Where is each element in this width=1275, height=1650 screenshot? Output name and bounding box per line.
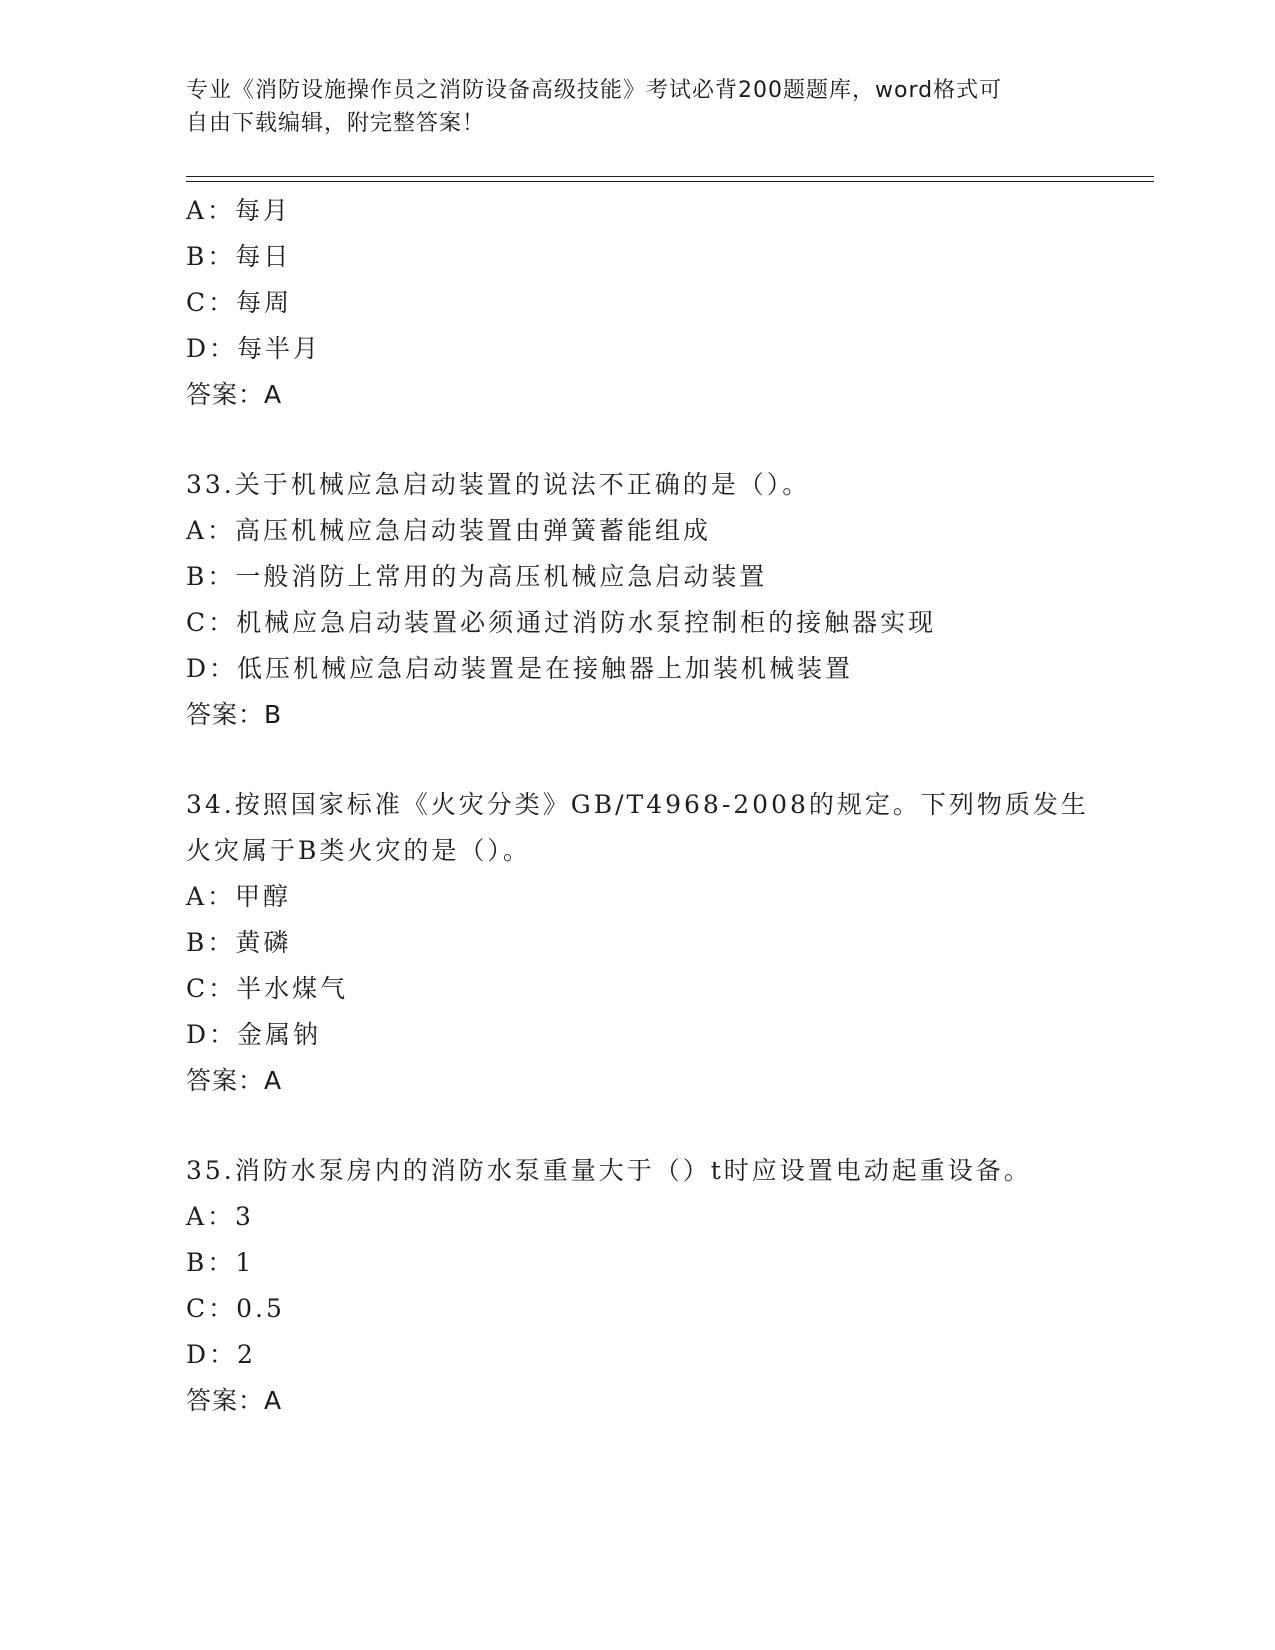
- option-d: D：金属钠: [186, 1020, 322, 1049]
- option-b: B：每日: [186, 242, 292, 271]
- option-b: B：黄磷: [186, 928, 292, 957]
- option-d: D：低压机械应急启动装置是在接触器上加装机械装置: [186, 654, 854, 683]
- option-a: A：3: [186, 1202, 254, 1231]
- question-34: [186, 782, 1089, 1104]
- option-c: C：0.5: [186, 1294, 285, 1323]
- spacer: [186, 1104, 1086, 1148]
- header-divider-bottom: [186, 181, 1154, 182]
- answer-label: 答案：A: [186, 1386, 283, 1415]
- option-c: C：机械应急启动装置必须通过消防水泵控制柜的接触器实现: [186, 608, 937, 637]
- question-title-line-2: 火灾属于B类火灾的是（）。: [186, 836, 531, 865]
- spacer: [186, 738, 1086, 782]
- header-divider-top: [186, 176, 1154, 177]
- spacer: [186, 418, 1086, 462]
- option-b: B：一般消防上常用的为高压机械应急启动装置: [186, 562, 768, 591]
- question-33: [186, 462, 1086, 738]
- answer-label: 答案：B: [186, 700, 283, 729]
- question-list: [186, 188, 1089, 1424]
- option-d: D：每半月: [186, 334, 322, 363]
- question-32: [186, 188, 1086, 418]
- answer-label: 答案：A: [186, 1066, 283, 1095]
- option-a: A：每月: [186, 196, 292, 225]
- option-d: D：2: [186, 1340, 256, 1369]
- answer-label: 答案：A: [186, 380, 283, 409]
- header-line-1: 专业《消防设施操作员之消防设备高级技能》考试必背200题题库，word格式可: [186, 78, 1003, 103]
- question-title: 33.关于机械应急启动装置的说法不正确的是（）。: [186, 470, 811, 499]
- option-a: A：高压机械应急启动装置由弹簧蓄能组成: [186, 516, 712, 545]
- header-line-2: 自由下载编辑，附完整答案！: [186, 111, 486, 136]
- question-35: [186, 1148, 1086, 1424]
- option-a: A：甲醇: [186, 882, 292, 911]
- question-title: 35.消防水泵房内的消防水泵重量大于（）t时应设置电动起重设备。: [186, 1156, 1032, 1185]
- question-title-line-1: 34.按照国家标准《火灾分类》GB/T4968-2008的规定。下列物质发生: [186, 790, 1089, 819]
- option-b: B：1: [186, 1248, 255, 1277]
- option-c: C：每周: [186, 288, 293, 317]
- option-c: C：半水煤气: [186, 974, 349, 1003]
- document-header: [186, 74, 1066, 140]
